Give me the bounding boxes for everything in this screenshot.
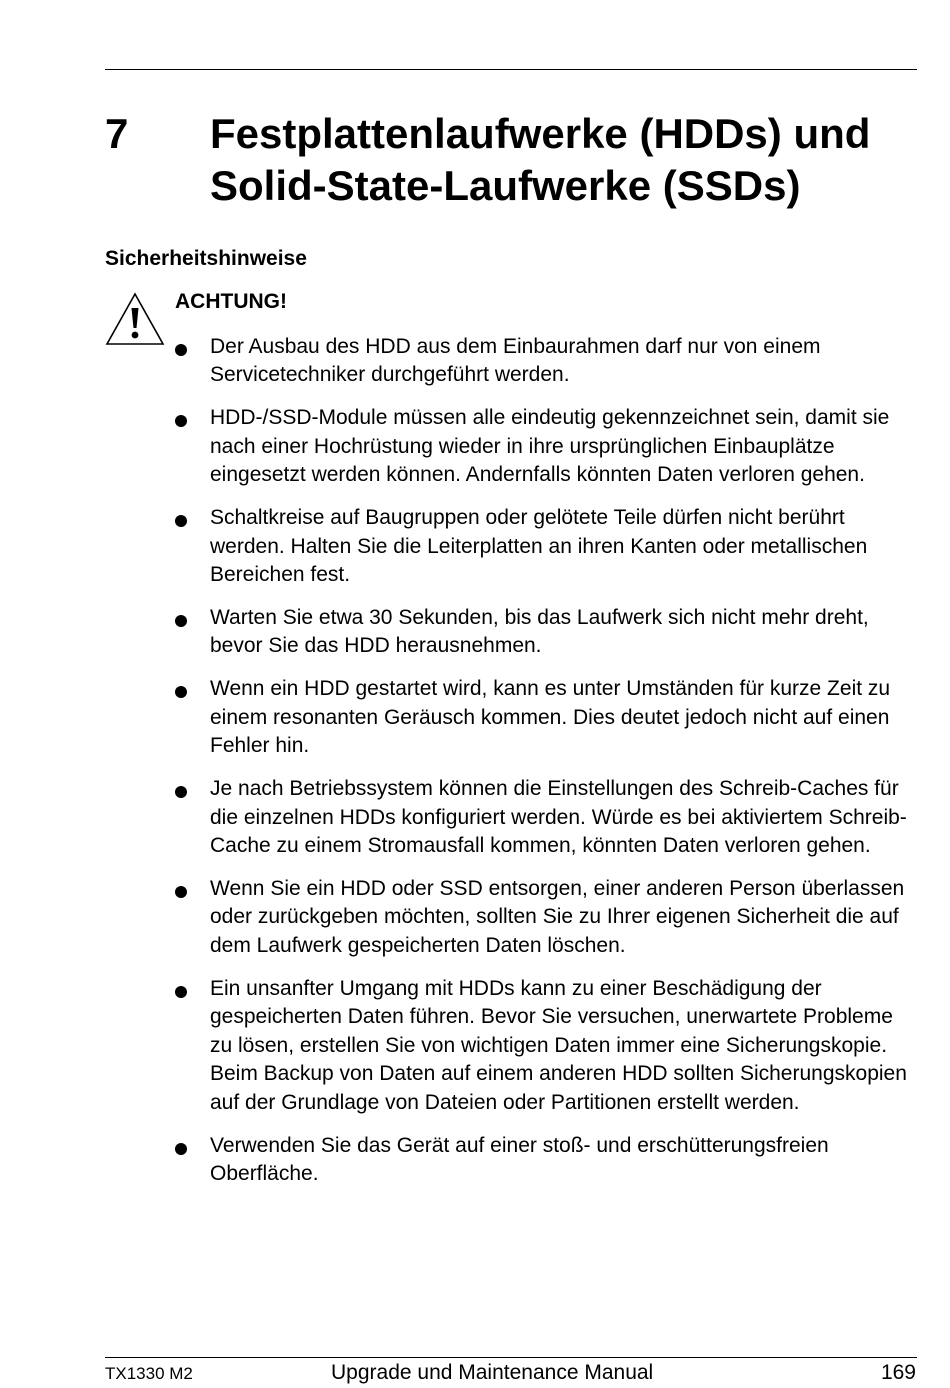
list-item-text: Verwenden Sie das Gerät auf einer stoß- und erschütterungsfreien Oberfläche. — [210, 1133, 829, 1185]
chapter-title — [210, 108, 930, 212]
list-item — [175, 404, 920, 489]
bullet-icon — [175, 515, 187, 527]
warning-label: ACHTUNG! — [175, 290, 287, 313]
bullet-icon — [175, 344, 187, 356]
list-item-text: Wenn ein HDD gestartet wird, kann es unter Umständen für kurze Zeit zu einem resonanten Geräusch kommen. Dies deutet jedoch nicht auf einen Fehler hin. — [210, 677, 891, 758]
warning-triangle-icon — [104, 290, 166, 348]
bullet-icon — [175, 415, 187, 427]
footer-page-number: 169 — [880, 1361, 916, 1384]
bullet-icon — [175, 615, 187, 627]
bullet-icon — [175, 786, 187, 798]
list-item-text: Warten Sie etwa 30 Sekunden, bis das Laufwerk sich nicht mehr dreht, bevor Sie das HDD herausnehmen. — [210, 606, 869, 658]
list-item-text: Ein unsanfter Umgang mit HDDs kann zu einer Beschädigung der gespeicherten Daten führen. Bevor Sie versuchen, unerwartete Probleme zu lösen, erstellen Sie von wichtigen Daten immer eine Sicherungskopie. Beim Backup von Daten auf einem anderen HDD sollten Sicherungskopien auf der Grundlage von Dateien oder Partitionen erstellt werden. — [210, 976, 907, 1114]
list-item-text: Der Ausbau des HDD aus dem Einbaurahmen darf nur von einem Servicetechniker durchgeführt werden. — [210, 335, 821, 387]
warning-list — [175, 333, 920, 1203]
header-divider — [105, 69, 917, 70]
list-item — [175, 675, 920, 760]
bullet-icon — [175, 686, 187, 698]
chapter-number: 7 — [105, 110, 129, 157]
bullet-icon — [175, 1143, 187, 1155]
list-item — [175, 1132, 920, 1189]
list-item — [175, 775, 920, 860]
list-item — [175, 504, 920, 589]
list-item-text: Je nach Betriebssystem können die Einstellungen des Schreib-Caches für die einzelnen HDDs konfiguriert werden. Würde es bei aktiviertem Schreib-Cache zu einem Stromausfall kommen, könnten Daten verloren gehen. — [210, 777, 907, 858]
list-item-text: Schaltkreise auf Baugruppen oder gelötete Teile dürfen nicht berührt werden. Halten Sie die Leiterplatten an ihren Kanten oder metallischen Bereichen fest. — [210, 506, 868, 587]
chapter-title-line-1: Festplattenlaufwerke (HDDs) und — [210, 110, 871, 157]
list-item-text: HDD-/SSD-Module müssen alle eindeutig gekennzeichnet sein, damit sie nach einer Hochrüstung wieder in ihre ursprünglichen Einbauplätze eingesetzt werden können. Andernfalls könnten Daten verloren gehen. — [210, 406, 890, 487]
footer-model: TX1330 M2 — [105, 1364, 193, 1383]
list-item — [175, 975, 920, 1117]
bullet-icon — [175, 886, 187, 898]
footer-divider — [105, 1357, 917, 1358]
list-item — [175, 604, 920, 661]
list-item — [175, 875, 920, 960]
list-item-text: Wenn Sie ein HDD oder SSD entsorgen, einer anderen Person überlassen oder zurückgeben möchten, sollten Sie zu Ihrer eigenen Sicherheit die auf dem Laufwerk gespeicherten Daten löschen. — [210, 877, 905, 957]
list-item — [175, 333, 920, 390]
footer-manual-title: Upgrade und Maintenance Manual — [331, 1361, 654, 1384]
section-heading: Sicherheitshinweise — [105, 247, 307, 270]
bullet-icon — [175, 986, 187, 998]
chapter-title-line-2: Solid-State-Laufwerke (SSDs) — [210, 162, 801, 209]
